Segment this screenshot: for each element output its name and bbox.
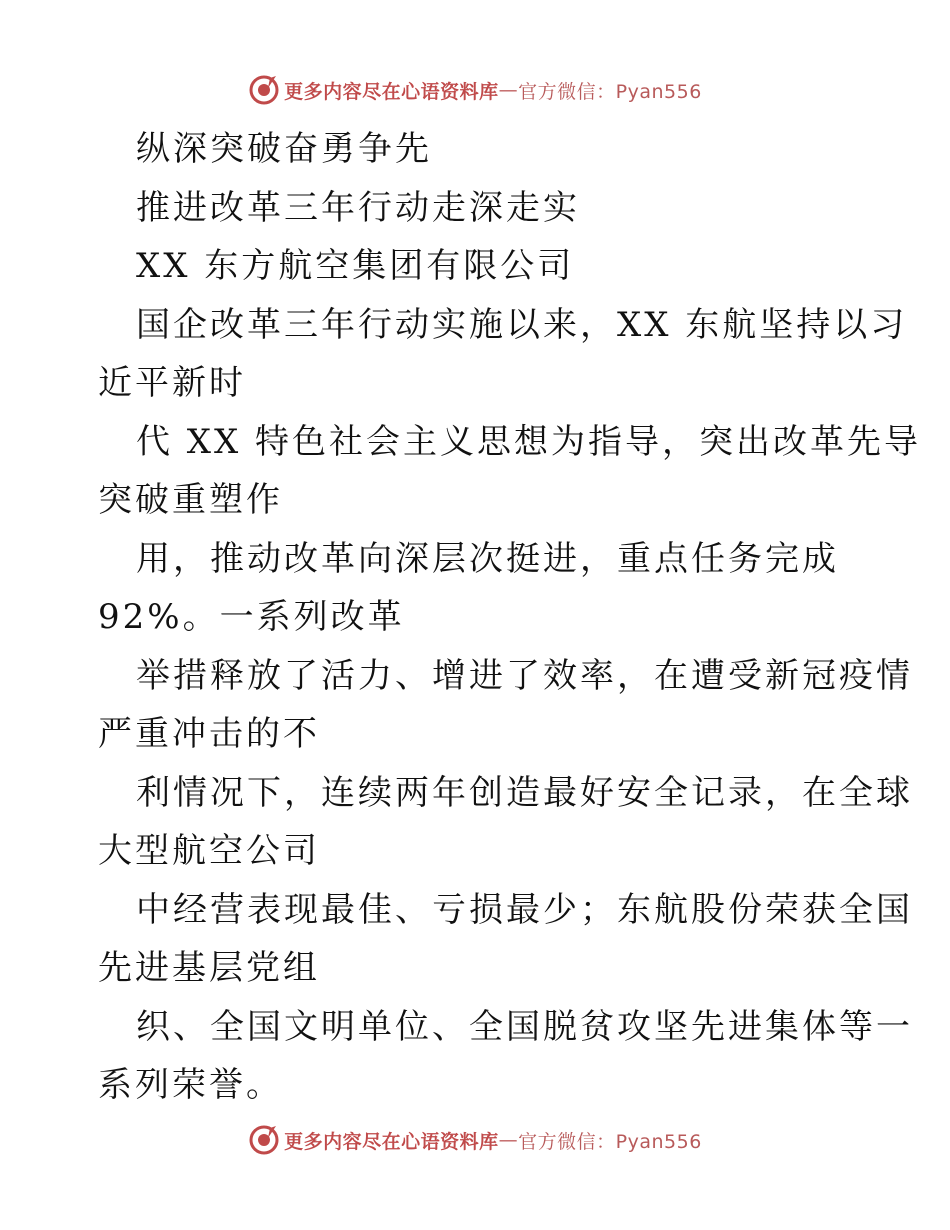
paragraph-line: 用，推动改革向深层次挺进，重点任务完成 — [136, 538, 839, 579]
paragraph-line: 近平新时 — [98, 363, 246, 403]
paragraph-line: 系列荣誉。 — [98, 1065, 283, 1105]
paragraph-line: 织、全国文明单位、全国脱贫攻坚先进集体等一 — [136, 1006, 913, 1047]
quill-logo-icon — [248, 1124, 280, 1156]
paragraph-line: 代 XX 特色社会主义思想为指导，突出改革先导 — [136, 421, 922, 462]
quill-logo-icon — [248, 74, 280, 106]
banner-wechat-text: 官方微信：Pyan556 — [518, 80, 702, 103]
doc-title-line-1: 纵深突破奋勇争先 — [136, 129, 432, 169]
doc-title-line-2: 推进改革三年行动走深走实 — [136, 187, 580, 228]
paragraph-line: 大型航空公司 — [98, 831, 320, 871]
banner-separator: — — [498, 79, 519, 101]
paragraph-line: 举措释放了活力、增进了效率，在遭受新冠疫情 — [136, 655, 913, 696]
paragraph-line: 92%。一系列改革 — [98, 597, 405, 637]
banner-main-text: 更多内容尽在心语资料库 — [284, 80, 499, 103]
doc-author-line: XX 东方航空集团有限公司 — [136, 246, 575, 286]
paragraph-line: 严重冲击的不 — [98, 714, 320, 754]
document-body — [98, 120, 922, 1115]
banner-main-text: 更多内容尽在心语资料库 — [284, 1130, 499, 1153]
header-banner — [0, 70, 950, 110]
banner-separator: — — [498, 1129, 519, 1151]
paragraph-line: 利情况下，连续两年创造最好安全记录，在全球 — [136, 772, 913, 813]
paragraph-line: 中经营表现最佳、亏损最少；东航股份荣获全国 — [136, 889, 913, 930]
banner-wechat-text: 官方微信：Pyan556 — [518, 1130, 702, 1153]
paragraph-line: 突破重塑作 — [98, 480, 283, 520]
footer-banner — [0, 1120, 950, 1160]
paragraph-line: 国企改革三年行动实施以来，XX 东航坚持以习 — [136, 304, 908, 345]
paragraph-line: 先进基层党组 — [98, 948, 320, 988]
